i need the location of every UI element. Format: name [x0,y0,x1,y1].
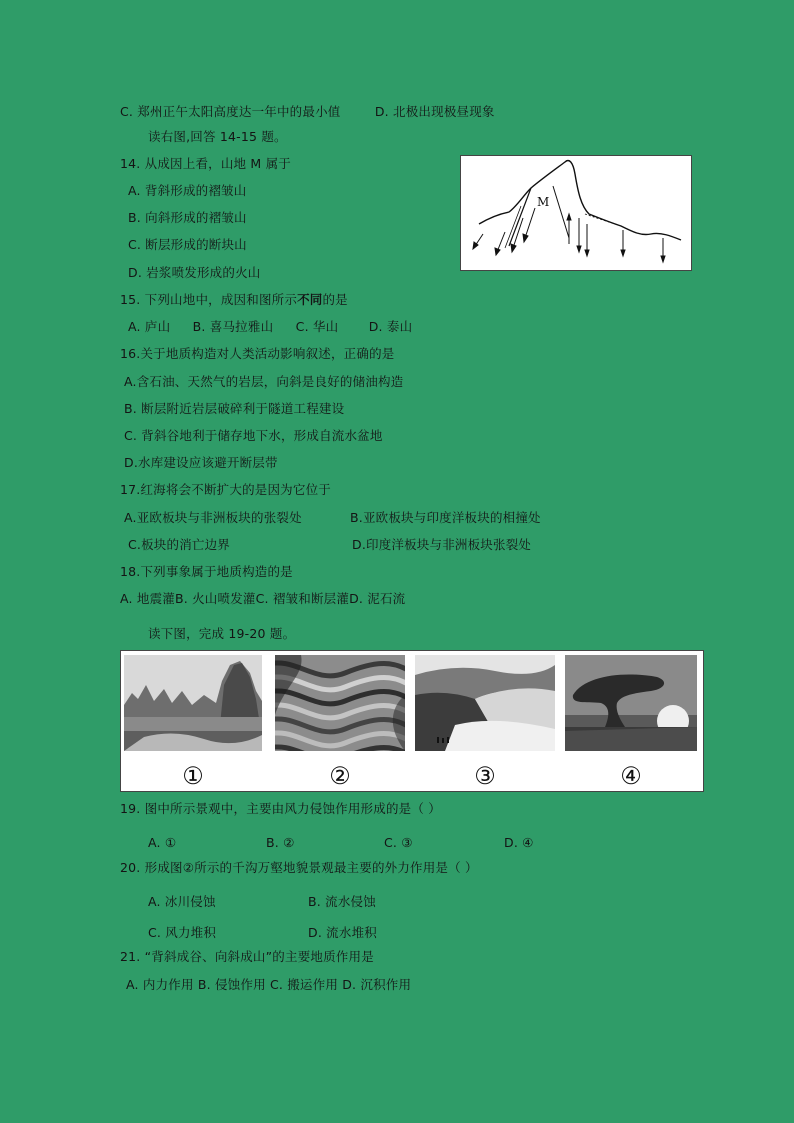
question-18: 18.下列事象属于地质构造的是 [120,564,293,579]
question-21: 21. “背斜成谷、向斜成山”的主要地质作用是 [120,949,374,964]
question-17: 17.红海将会不断扩大的是因为它位于 [120,482,331,497]
q21-options: A. 内力作用 B. 侵蚀作用 C. 搬运作用 D. 沉积作用 [126,977,412,992]
q16-option-a: A.含石油、天然气的岩层，向斜是良好的储油构造 [124,374,404,389]
q15-option-d: D. 泰山 [368,319,413,334]
q17-option-a: A.亚欧板块与非洲板块的张裂处 [124,510,302,525]
q14-option-d: D. 岩浆喷发形成的火山 [128,265,261,280]
q20-option-d: D. 流水堆积 [308,925,377,940]
question-text: 的是 [322,292,348,307]
q17-option-d: D.印度洋板块与非洲板块张裂处 [352,537,532,552]
q19-option-c: C. ③ [384,835,413,850]
q18-options: A. 地震灌B. 火山喷发灌C. 褶皱和断层灌D. 泥石流 [120,591,406,606]
q20-option-b: B. 流水侵蚀 [308,894,376,909]
caption-2: ② [329,762,351,790]
q20-option-c: C. 风力堆积 [148,925,217,940]
caption-1: ① [182,762,204,790]
option-text: D. 北极出现极昼现象 [374,104,495,119]
q16-option-d: D.水库建设应该避开断层带 [124,455,278,470]
q17-option-b: B.亚欧板块与印度洋板块的相撞处 [350,510,541,525]
option-c-line [120,104,495,120]
mountain-label-m: M [537,195,550,209]
q14-option-b: B. 向斜形成的褶皱山 [128,210,247,225]
mountain-profile-figure [461,156,691,270]
question-19: 19. 图中所示景观中，主要由风力侵蚀作用形成的是（ ） [120,801,441,816]
question-14: 14. 从成因上看，山地 M 属于 [120,156,291,171]
q15-option-a: A. 庐山 [128,319,171,334]
instruction-text: 读右图,回答 14-15 题。 [148,129,287,144]
question-15 [120,292,348,308]
photo-mushroom-rock [565,655,697,751]
q19-option-d: D. ④ [504,835,534,850]
q15-options [128,319,412,335]
instruction-text: 读下图，完成 19-20 题。 [148,626,296,641]
question-20: 20. 形成图②所示的千沟万壑地貌景观最主要的外力作用是（ ） [120,860,478,875]
emphasis-text: 不同 [297,292,323,307]
question-16: 16.关于地质构造对人类活动影响叙述，正确的是 [120,346,395,361]
landform-photo-panel [120,650,704,792]
caption-4: ④ [620,762,642,790]
q16-option-c: C. 背斜谷地利于储存地下水，形成自流水盆地 [124,428,383,443]
question-text: 15. 下列山地中，成因和图所示 [120,292,298,307]
option-text: C. 郑州正午太阳高度达一年中的最小值 [120,104,341,119]
photo-karst-landscape [124,655,262,751]
q20-option-a: A. 冰川侵蚀 [148,894,216,909]
photo-eroded-gullies [275,655,405,751]
mountain-diagram [460,155,692,271]
q16-option-b: B. 断层附近岩层破碎利于隧道工程建设 [124,401,345,416]
q19-option-b: B. ② [266,835,295,850]
q14-option-a: A. 背斜形成的褶皱山 [128,183,247,198]
q19-option-a: A. ① [148,835,177,850]
q15-option-b: B. 喜马拉雅山 [192,319,274,334]
q15-option-c: C. 华山 [295,319,339,334]
q14-option-c: C. 断层形成的断块山 [128,237,247,252]
q17-option-c: C.板块的消亡边界 [128,537,231,552]
caption-3: ③ [474,762,496,790]
photo-sand-dunes [415,655,555,751]
